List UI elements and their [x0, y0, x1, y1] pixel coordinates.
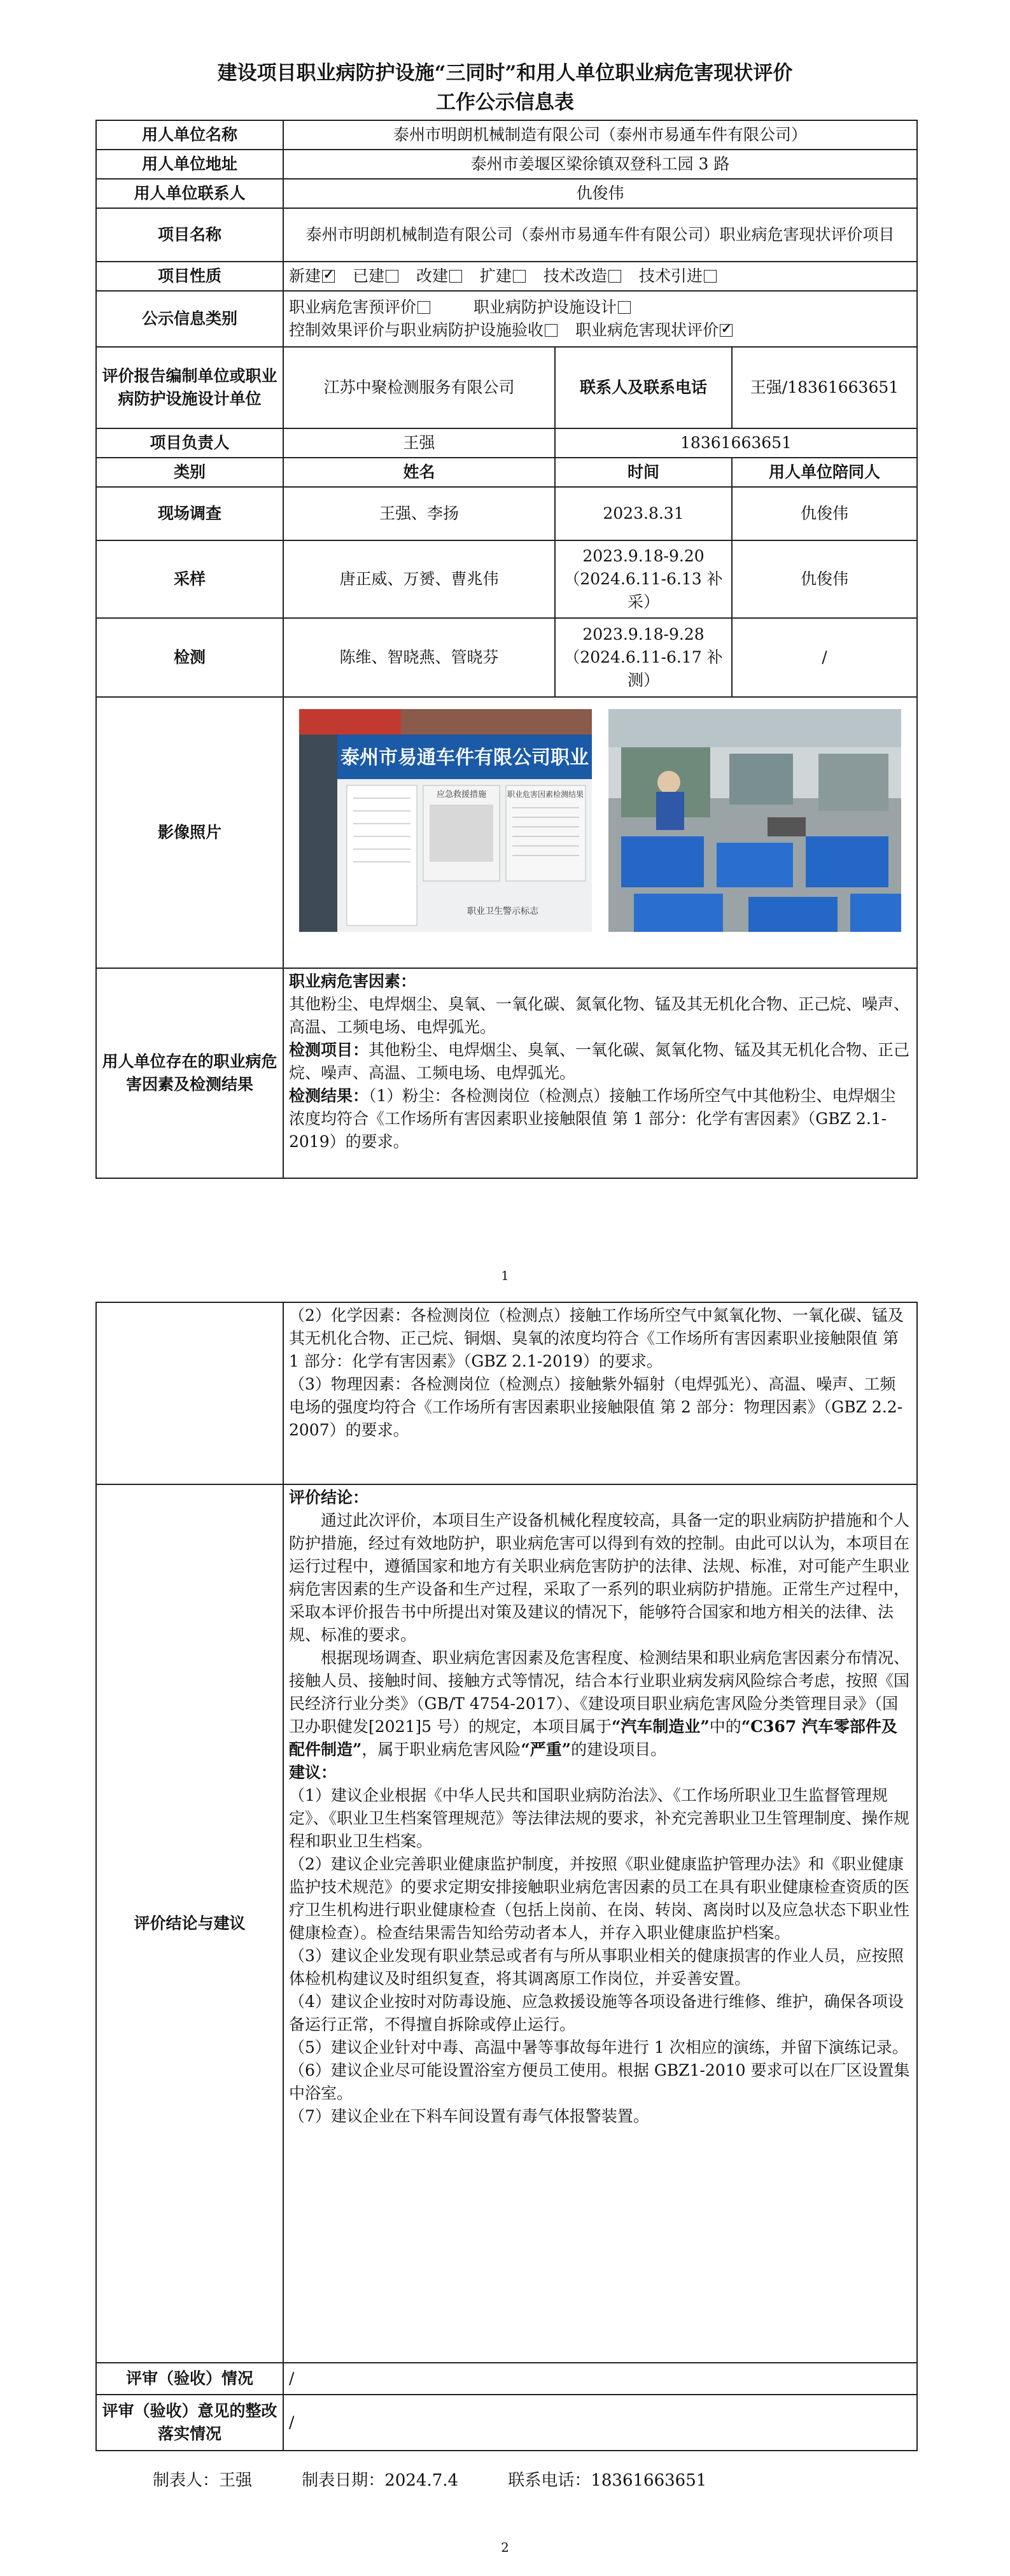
info-option-status-eval: 职业病危害现状评价✓ [575, 321, 745, 339]
review-label: 评审（验收）情况 [96, 2363, 283, 2395]
footer-maker: 制表人：王强 [153, 2471, 253, 2490]
row-survey [96, 487, 917, 540]
conclusion-title: 评价结论： [289, 1488, 369, 1507]
info-pre-eval-checkbox[interactable] [417, 301, 430, 314]
project-name-value: 泰州市明朗机械制造有限公司（泰州市易通车件有限公司）职业病危害现状评价项目 [283, 208, 917, 262]
photo-workshop [608, 709, 901, 932]
photo-label: 影像照片 [96, 697, 283, 968]
nature-rebuild-checkbox[interactable] [449, 270, 462, 283]
project-nature-label: 项目性质 [96, 262, 283, 291]
photo-warning-board [299, 709, 592, 932]
row-photos [96, 697, 917, 968]
row-review [96, 2363, 917, 2395]
advice-item: （2）建议企业完善职业健康监护制度，并按照《职业健康监护管理办法》和《职业健康监护技术规范》的要求定期安排接触职业病危害因素的员工在具有职业健康检查资质的医疗卫生机构进行职业健康检查（包括上岗前、在岗、转岗、离岗时以及应急状态下职业性健康检查）。检查结果需告知给劳动者本人，并存入职业健康监护档案。 [289, 1855, 910, 1942]
review-value: / [283, 2363, 917, 2395]
header-type: 类别 [96, 458, 283, 487]
result-physical: （3）物理因素：各检测岗位（检测点）接触紫外辐射（电焊弧光）、高温、噪声、工频电场的强度均符合《工作场所有害因素职业接触限值 第 2 部分：物理因素》（GBZ 2.2-2007）的要求。 [289, 1375, 903, 1439]
conclusion-label: 评价结论与建议 [96, 1484, 283, 2363]
nature-option-tech-import: 技术引进 [639, 267, 729, 285]
header-escort: 用人单位陪同人 [732, 458, 917, 487]
nature-option-built: 已建 [353, 267, 411, 285]
nature-expand-checkbox[interactable] [513, 270, 526, 283]
unit-name-label: 用人单位名称 [96, 120, 283, 150]
row-unit-name [96, 120, 917, 150]
conclusion-paragraph-1: 通过此次评价，本项目生产设备机械化程度较高，具备一定的职业病防护措施和个人防护措施，经过有效地防护，职业病危害可以得到有效的控制。由此可以认为，本项目在运行过程中，遵循国家和地方有关职业病危害防护的法律、法规、标准，对可能产生职业病危害因素的生产设备和生产过程，采取了一系列的职业病防护措施。正常生产过程中，采取本评价报告书中所提出对策及建议的情况下，能够符合国家和地方相关的法律、法规、标准的要求。 [289, 1511, 910, 1644]
sampling-label: 采样 [96, 540, 283, 618]
leader-value: 王强 [283, 428, 555, 458]
info-option-pre-eval: 职业病危害预评价 [289, 298, 443, 316]
test-items-title: 检测项目： [289, 1041, 369, 1059]
nature-new-checkbox[interactable] [322, 270, 335, 283]
project-nature-options [283, 262, 917, 291]
advice-item: （3）建议企业发现有职业禁忌或者有与所从事职业相关的健康损害的作业人员，应按照体检机构建议及时组织复查，将其调离原工作岗位，并妥善安置。 [289, 1946, 904, 1988]
testing-name: 陈维、智晓燕、管晓芬 [283, 618, 555, 697]
row-info-type [96, 291, 917, 347]
nature-tech-import-checkbox[interactable] [704, 270, 717, 283]
survey-escort: 仇俊伟 [732, 487, 917, 540]
testing-label: 检测 [96, 618, 283, 697]
header-time: 时间 [555, 458, 732, 487]
info-option-control-eval: 控制效果评价与职业病防护设施验收 [289, 321, 570, 339]
conclusion-content [283, 1484, 917, 2363]
contact-label: 用人单位联系人 [96, 179, 283, 208]
photo-cell [283, 697, 917, 968]
advice-item: （6）建议企业尽可能设置浴室方便员工使用。根据 GBZ1-2010 要求可以在厂区设置集中浴室。 [289, 2061, 910, 2102]
row-leader [96, 428, 917, 458]
page-number-1: 1 [501, 1268, 509, 1283]
testing-escort: / [732, 618, 917, 697]
hazards-text: 其他粉尘、电焊烟尘、臭氧、一氧化碳、氮氧化物、锰及其无机化合物、正己烷、噪声、高温、工频电场、电焊弧光。 [289, 995, 910, 1036]
review-fix-label: 评审（验收）意见的整改落实情况 [96, 2395, 283, 2451]
info-status-eval-checkbox[interactable] [720, 324, 733, 337]
footer [153, 2467, 751, 2491]
row-review-fix [96, 2395, 917, 2451]
survey-time: 2023.8.31 [555, 487, 732, 540]
hazards-content [283, 968, 917, 1178]
footer-phone: 联系电话：18361663651 [508, 2471, 707, 2490]
review-fix-value: / [283, 2395, 917, 2451]
info-design-checkbox[interactable] [618, 301, 631, 314]
row-project-nature [96, 262, 917, 291]
info-table-page-1 [95, 120, 918, 1179]
unit-address-label: 用人单位地址 [96, 150, 283, 179]
results-continued-blank [96, 1302, 283, 1484]
nature-built-checkbox[interactable] [386, 270, 398, 283]
title-line-1: 建设项目职业病防护设施“三同时”和用人单位职业病危害现状评价 [217, 62, 793, 85]
survey-label: 现场调查 [96, 487, 283, 540]
advice-title: 建议： [289, 1763, 337, 1782]
result-chemical: （2）化学因素：各检测岗位（检测点）接触工作场所空气中氮氧化物、一氧化碳、锰及其无机化合物、正己烷、铜烟、臭氧的浓度均符合《工作场所有害因素职业接触限值 第 1 部分：化学有害因素》（GBZ 2.1-2019）的要求。 [289, 1306, 904, 1370]
unit-address-value: 泰州市姜堰区梁徐镇双登科工园 3 路 [283, 150, 917, 179]
eval-contact-value: 王强/18361663651 [732, 347, 917, 428]
row-contact [96, 179, 917, 208]
contact-value: 仇俊伟 [283, 179, 917, 208]
testing-time: 2023.9.18-9.28（2024.6.11-6.17 补测） [555, 618, 732, 697]
nature-tech-renovation-checkbox[interactable] [608, 270, 621, 283]
row-project-name [96, 208, 917, 262]
photo-board-foot: 职业卫生警示标志 [467, 906, 538, 917]
hazards-title: 职业病危害因素： [289, 972, 417, 990]
row-testing [96, 618, 917, 697]
test-results-title: 检测结果： [289, 1087, 369, 1105]
survey-name: 王强、李扬 [283, 487, 555, 540]
leader-phone: 18361663651 [555, 428, 917, 458]
row-staff-header [96, 458, 917, 487]
photo-board-sub2: 职业危害因素检测结果 [507, 790, 584, 799]
footer-date: 制表日期：2024.7.4 [302, 2471, 459, 2490]
results-continued-content [283, 1302, 917, 1484]
info-type-options [283, 291, 917, 347]
document-title [0, 59, 1010, 117]
nature-option-expand: 扩建 [480, 267, 538, 285]
row-eval-unit [96, 347, 917, 428]
info-option-design: 职业病防护设施设计 [473, 298, 643, 316]
conclusion-paragraph-2: 根据现场调查、职业病危害因素及危害程度、检测结果和职业病危害因素分布情况、接触人员、接触时间、接触方式等情况，结合本行业职业病发病风险综合考虑，按照《国民经济行业分类》（GB/T 4754-2017）、《建设项目职业病危害风险分类管理目录》（国卫办职健发[2021]5 号）的规定，本项目属于“汽车制造业”中的“C367 汽车零部件及配件制造”，属于职业病危害风险“严重”的建设项目。 [289, 1649, 910, 1759]
row-conclusion [96, 1484, 917, 2363]
advice-item: （1）建议企业根据《中华人民共和国职业病防治法》、《工作场所职业卫生监督管理规定》、《职业卫生档案管理规范》等法律法规的要求，补充完善职业卫生管理制度、操作规程和职业卫生档案。 [289, 1786, 910, 1850]
info-type-label: 公示信息类别 [96, 291, 283, 347]
advice-item: （4）建议企业按时对防毒设施、应急救援设施等各项设备进行维修、维护，确保各项设备运行正常，不得擅自拆除或停止运行。 [289, 1992, 904, 2034]
row-results-continued [96, 1302, 917, 1484]
sampling-escort: 仇俊伟 [732, 540, 917, 618]
nature-option-rebuild: 改建 [416, 267, 475, 285]
unit-name-value: 泰州市明朗机械制造有限公司（泰州市易通车件有限公司） [283, 120, 917, 150]
row-hazards [96, 968, 917, 1178]
test-items-text: 其他粉尘、电焊烟尘、臭氧、一氧化碳、氮氧化物、锰及其无机化合物、正己烷、噪声、高温、工频电场、电焊弧光。 [289, 1041, 910, 1082]
sampling-time: 2023.9.18-9.20（2024.6.11-6.13 补采） [555, 540, 732, 618]
row-sampling [96, 540, 917, 618]
advice-item: （7）建议企业在下料车间设置有毒气体报警装置。 [289, 2107, 649, 2125]
info-table-page-2 [95, 1302, 918, 2451]
nature-option-new: 新建✓ [289, 267, 347, 285]
test-results-text: （1）粉尘：各检测岗位（检测点）接触工作场所空气中其他粉尘、电焊烟尘浓度均符合《工作场所有害因素职业接触限值 第 1 部分：化学有害因素》（GBZ 2.1-2019）的要求。 [289, 1087, 896, 1151]
photo-board-sub1: 应急救援措施 [436, 790, 487, 799]
title-line-2: 工作公示信息表 [436, 91, 574, 114]
project-name-label: 项目名称 [96, 208, 283, 262]
nature-option-tech-renovation: 技术改造 [544, 267, 634, 285]
header-name: 姓名 [283, 458, 555, 487]
page-number-2: 2 [501, 2540, 509, 2555]
photo-board-sign: 泰州市易通车件有限公司职业 [340, 747, 589, 769]
hazards-label: 用人单位存在的职业病危害因素及检测结果 [96, 968, 283, 1178]
info-control-eval-checkbox[interactable] [545, 324, 558, 337]
eval-unit-label: 评价报告编制单位或职业病防护设施设计单位 [96, 347, 283, 428]
eval-unit-value: 江苏中聚检测服务有限公司 [283, 347, 555, 428]
row-unit-address [96, 150, 917, 179]
advice-item: （5）建议企业针对中毒、高温中暑等事故每年进行 1 次相应的演练，并留下演练记录。 [289, 2038, 908, 2057]
eval-contact-label: 联系人及联系电话 [555, 347, 732, 428]
sampling-name: 唐正威、万赟、曹兆伟 [283, 540, 555, 618]
leader-label: 项目负责人 [96, 428, 283, 458]
